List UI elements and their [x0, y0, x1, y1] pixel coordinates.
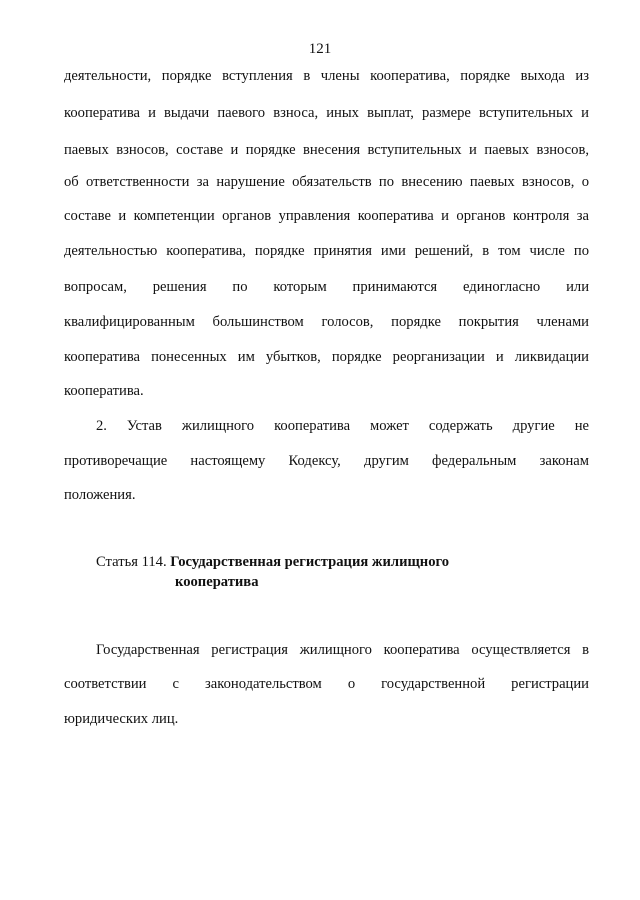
paragraph-line: вопросам, решения по которым принимаются единогласно или: [64, 279, 589, 295]
paragraph-line: кооператива.: [64, 383, 144, 399]
paragraph-line: кооператива понесенных им убытков, порядке реорганизации и ликвидации: [64, 349, 589, 365]
paragraph-line: юридических лиц.: [64, 711, 179, 727]
paragraph-line: кооператива и выдачи паевого взноса, иных выплат, размере вступительных и: [64, 105, 589, 121]
page-number: 121: [308, 41, 332, 57]
article-prefix: Статья 114.: [96, 554, 171, 570]
paragraph-line: деятельности, порядке вступления в члены кооператива, порядке выхода из: [64, 68, 589, 84]
paragraph-line: квалифицированным большинством голосов, порядке покрытия членами: [64, 314, 589, 330]
paragraph-line: составе и компетенции органов управления кооператива и органов контроля за: [64, 208, 589, 224]
paragraph-line: деятельностью кооператива, порядке принятия ими решений, в том числе по: [64, 243, 589, 259]
paragraph-line: соответствии с законодательством о государственной регистрации: [64, 676, 589, 692]
article-title: Государственная регистрация жилищного: [170, 554, 450, 570]
paragraph-line: положения.: [64, 487, 136, 503]
paragraph-line: паевых взносов, составе и порядке внесения вступительных и паевых взносов,: [64, 142, 589, 158]
article-heading: [96, 553, 449, 571]
paragraph-line: 2. Устав жилищного кооператива может содержать другие не: [96, 418, 589, 434]
paragraph-line: противоречащие настоящему Кодексу, другим федеральным законам: [64, 453, 589, 469]
paragraph-line: об ответственности за нарушение обязательств по внесению паевых взносов, о: [64, 174, 589, 190]
paragraph-line: Государственная регистрация жилищного кооператива осуществляется в: [96, 642, 589, 658]
article-title-continued: кооператива: [175, 574, 259, 590]
